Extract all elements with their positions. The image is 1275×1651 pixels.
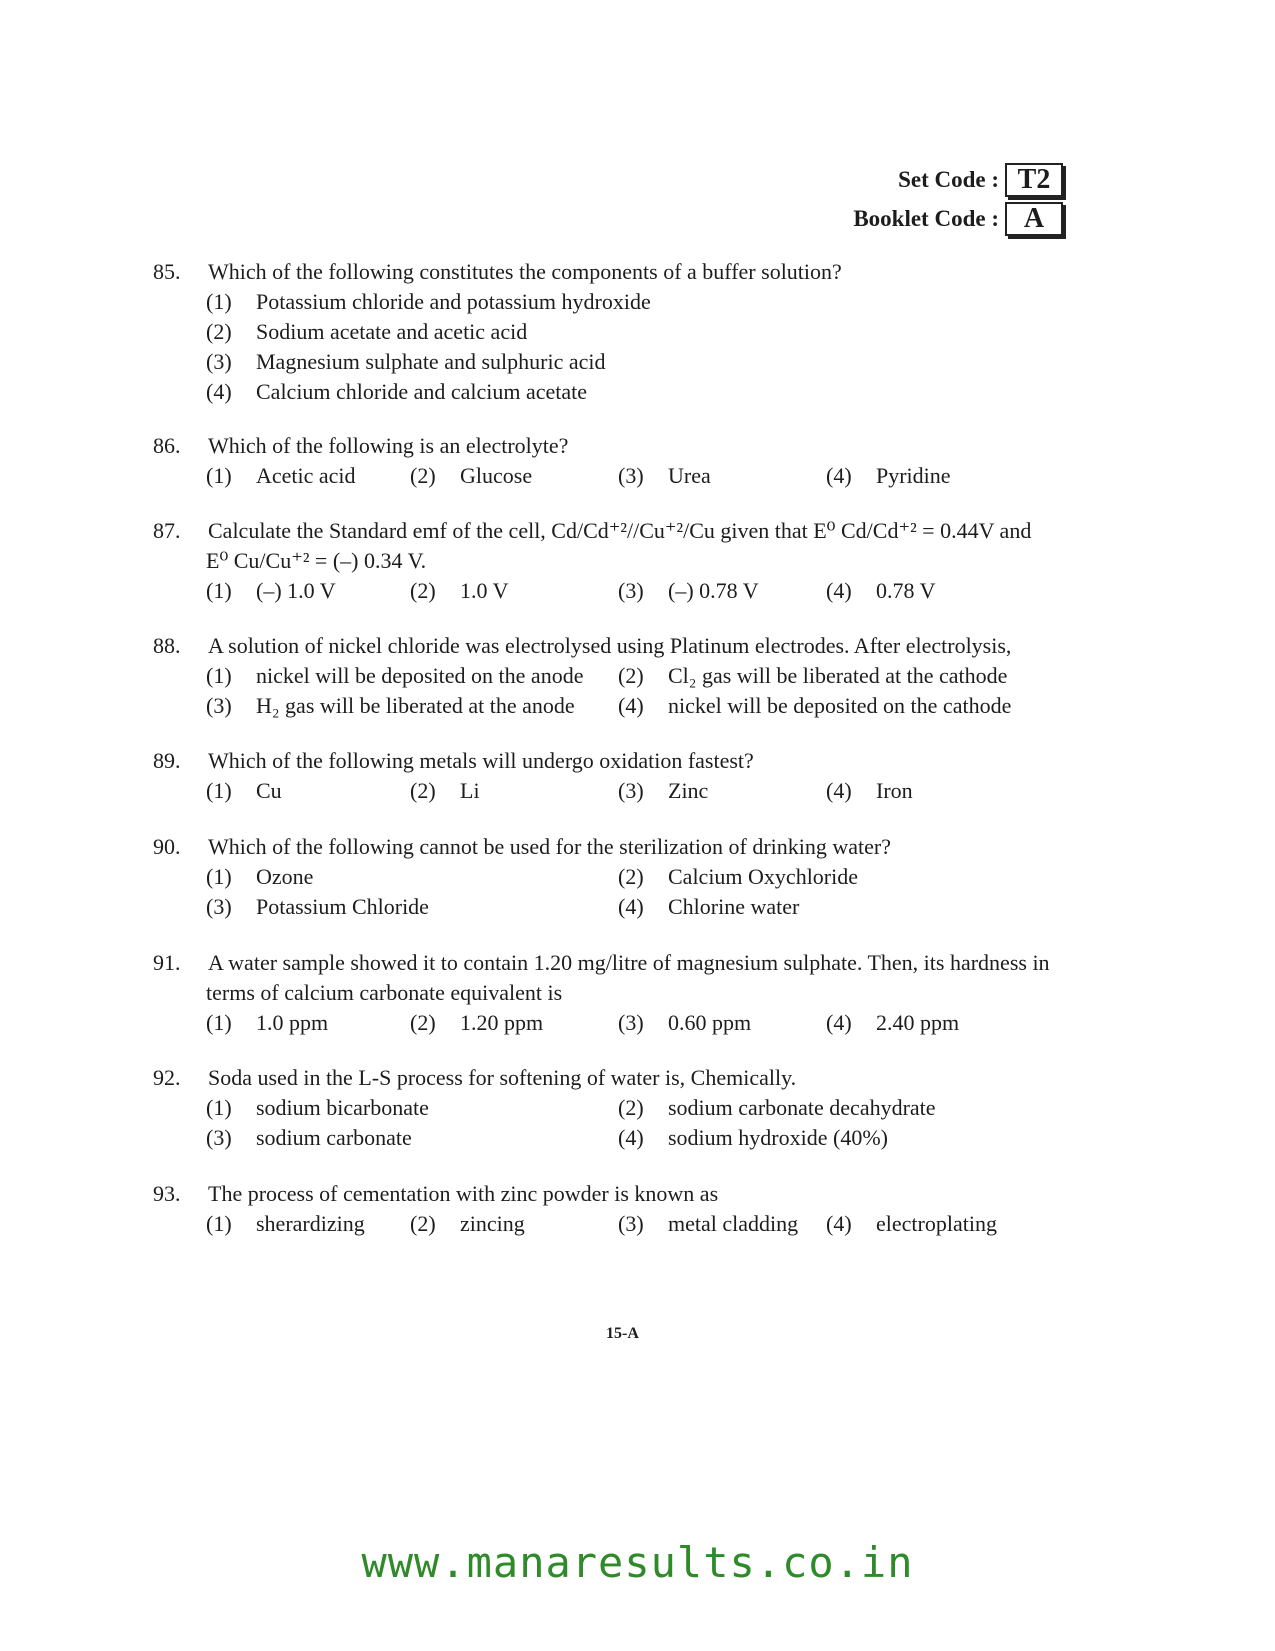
option-row <box>206 461 356 491</box>
option-number: (2) <box>618 864 644 889</box>
question-number: 89. <box>153 748 181 773</box>
option-number: (4) <box>826 1211 852 1236</box>
set-code-row <box>898 163 1063 197</box>
option-number: (3) <box>618 578 644 603</box>
question-number: 90. <box>153 834 181 859</box>
option-row <box>206 1209 365 1239</box>
option-row <box>618 1123 888 1153</box>
option-row <box>206 776 282 806</box>
option-number: (1) <box>206 864 232 889</box>
option-number: (1) <box>206 1010 232 1035</box>
question-text: Soda used in the L-S process for softening of water is, Chemically. <box>208 1065 797 1090</box>
option-row <box>206 347 605 377</box>
question-number: 85. <box>153 259 181 284</box>
option-text: Iron <box>876 778 913 803</box>
option-text: Glucose <box>460 463 533 488</box>
option-text: Sodium acetate and acetic acid <box>256 319 528 344</box>
code-header <box>0 0 1275 240</box>
option-text: Potassium chloride and potassium hydroxide <box>256 289 651 314</box>
option-number: (4) <box>618 693 644 718</box>
option-number: (2) <box>410 1211 436 1236</box>
question-text: A solution of nickel chloride was electrolysed using Platinum electrodes. After electrolysis, <box>208 633 1012 658</box>
option-row <box>618 892 799 922</box>
option-number: (2) <box>410 463 436 488</box>
option-row <box>618 576 759 606</box>
option-number: (4) <box>826 778 852 803</box>
option-text: sodium carbonate <box>256 1125 412 1150</box>
option-number: (4) <box>826 1010 852 1035</box>
option-number: (1) <box>206 463 232 488</box>
option-text: Cl₂ gas will be liberated at the cathode <box>668 663 1008 688</box>
question-text: Which of the following metals will undergo oxidation fastest? <box>208 748 754 773</box>
option-text: (–) 1.0 V <box>256 578 336 603</box>
option-text: nickel will be deposited on the cathode <box>668 693 1012 718</box>
option-text: sodium hydroxide (40%) <box>668 1125 888 1150</box>
option-row <box>206 1008 328 1038</box>
option-text: Ozone <box>256 864 314 889</box>
option-number: (2) <box>618 1095 644 1120</box>
question-text: The process of cementation with zinc powder is known as <box>208 1181 719 1206</box>
booklet-code-row <box>853 202 1063 236</box>
option-text: electroplating <box>876 1211 997 1236</box>
question-text-continued: terms of calcium carbonate equivalent is <box>206 980 563 1005</box>
set-code-label: Set Code : <box>898 167 999 192</box>
option-text: Calcium chloride and calcium acetate <box>256 379 588 404</box>
option-text: H₂ gas will be liberated at the anode <box>256 693 575 718</box>
option-text: 0.60 ppm <box>668 1010 752 1035</box>
option-row <box>206 691 575 721</box>
option-row <box>618 1093 936 1123</box>
question-text: Calculate the Standard emf of the cell, Cd/Cd⁺²//Cu⁺²/Cu given that E⁰ Cd/Cd⁺² = 0.44V and <box>208 518 1032 543</box>
option-number: (3) <box>618 1211 644 1236</box>
option-row <box>206 661 583 691</box>
option-text: 0.78 V <box>876 578 936 603</box>
option-row <box>206 1093 429 1123</box>
option-text: 2.40 ppm <box>876 1010 960 1035</box>
option-text: Calcium Oxychloride <box>668 864 859 889</box>
option-number: (3) <box>206 1125 232 1150</box>
question-text: Which of the following constitutes the components of a buffer solution? <box>208 259 842 284</box>
option-text: Pyridine <box>876 463 951 488</box>
option-number: (4) <box>206 379 232 404</box>
option-text: sodium carbonate decahydrate <box>668 1095 936 1120</box>
option-row <box>410 1008 543 1038</box>
option-row <box>618 1209 798 1239</box>
option-text: Potassium Chloride <box>256 894 429 919</box>
option-row <box>618 691 1011 721</box>
question-number: 92. <box>153 1065 181 1090</box>
option-row <box>618 776 708 806</box>
option-number: (1) <box>206 1095 232 1120</box>
option-text: sherardizing <box>256 1211 365 1236</box>
option-text: metal cladding <box>668 1211 799 1236</box>
option-number: (3) <box>206 693 232 718</box>
option-row <box>618 1008 751 1038</box>
question-number: 91. <box>153 950 181 975</box>
option-row <box>206 287 651 317</box>
question-text: Which of the following is an electrolyte? <box>208 433 569 458</box>
option-number: (4) <box>826 578 852 603</box>
option-row <box>618 862 858 892</box>
option-row <box>826 1209 997 1239</box>
option-number: (2) <box>206 319 232 344</box>
option-row <box>206 1123 412 1153</box>
question-number: 88. <box>153 633 181 658</box>
question-text: Which of the following cannot be used for the sterilization of drinking water? <box>208 834 892 859</box>
option-row <box>206 317 527 347</box>
option-number: (3) <box>206 894 232 919</box>
option-row <box>826 1008 959 1038</box>
question-number: 93. <box>153 1181 181 1206</box>
option-text: 1.0 ppm <box>256 1010 329 1035</box>
option-number: (4) <box>618 894 644 919</box>
option-row <box>206 377 587 407</box>
option-row <box>826 461 951 491</box>
option-number: (1) <box>206 663 232 688</box>
page-number: 15-A <box>606 1325 639 1342</box>
option-number: (2) <box>618 663 644 688</box>
question-text: A water sample showed it to contain 1.20 mg/litre of magnesium sulphate. Then, its hardness in <box>208 950 1050 975</box>
option-number: (2) <box>410 1010 436 1035</box>
option-text: Chlorine water <box>668 894 800 919</box>
option-number: (2) <box>410 778 436 803</box>
option-row <box>618 661 1007 691</box>
option-row <box>618 461 711 491</box>
question-text-continued: E⁰ Cu/Cu⁺² = (–) 0.34 V. <box>206 548 427 573</box>
booklet-code-label: Booklet Code : <box>853 206 999 231</box>
option-text: Urea <box>668 463 711 488</box>
booklet-code-box: A <box>1005 202 1063 236</box>
option-number: (1) <box>206 778 232 803</box>
option-text: Cu <box>256 778 282 803</box>
option-text: 1.20 ppm <box>460 1010 544 1035</box>
option-number: (3) <box>206 349 232 374</box>
option-text: Zinc <box>668 778 709 803</box>
option-number: (3) <box>618 1010 644 1035</box>
option-text: Acetic acid <box>256 463 356 488</box>
website-watermark: www.manaresults.co.in <box>361 1538 914 1587</box>
option-text: (–) 0.78 V <box>668 578 759 603</box>
option-number: (3) <box>618 463 644 488</box>
question-number: 87. <box>153 518 181 543</box>
option-number: (1) <box>206 578 232 603</box>
set-code-box: T2 <box>1005 163 1063 197</box>
option-text: Magnesium sulphate and sulphuric acid <box>256 349 606 374</box>
option-row <box>410 1209 525 1239</box>
option-row <box>206 862 313 892</box>
option-number: (4) <box>826 463 852 488</box>
option-number: (1) <box>206 289 232 314</box>
option-row <box>206 576 336 606</box>
option-number: (2) <box>410 578 436 603</box>
option-row <box>410 461 532 491</box>
option-row <box>206 892 429 922</box>
option-row <box>826 576 936 606</box>
option-row <box>410 576 509 606</box>
option-text: Li <box>460 778 480 803</box>
option-text: 1.0 V <box>460 578 509 603</box>
option-row <box>410 776 480 806</box>
option-number: (4) <box>618 1125 644 1150</box>
option-text: nickel will be deposited on the anode <box>256 663 584 688</box>
option-text: zincing <box>460 1211 525 1236</box>
option-number: (1) <box>206 1211 232 1236</box>
question-number: 86. <box>153 433 181 458</box>
option-row <box>826 776 913 806</box>
option-number: (3) <box>618 778 644 803</box>
option-text: sodium bicarbonate <box>256 1095 429 1120</box>
